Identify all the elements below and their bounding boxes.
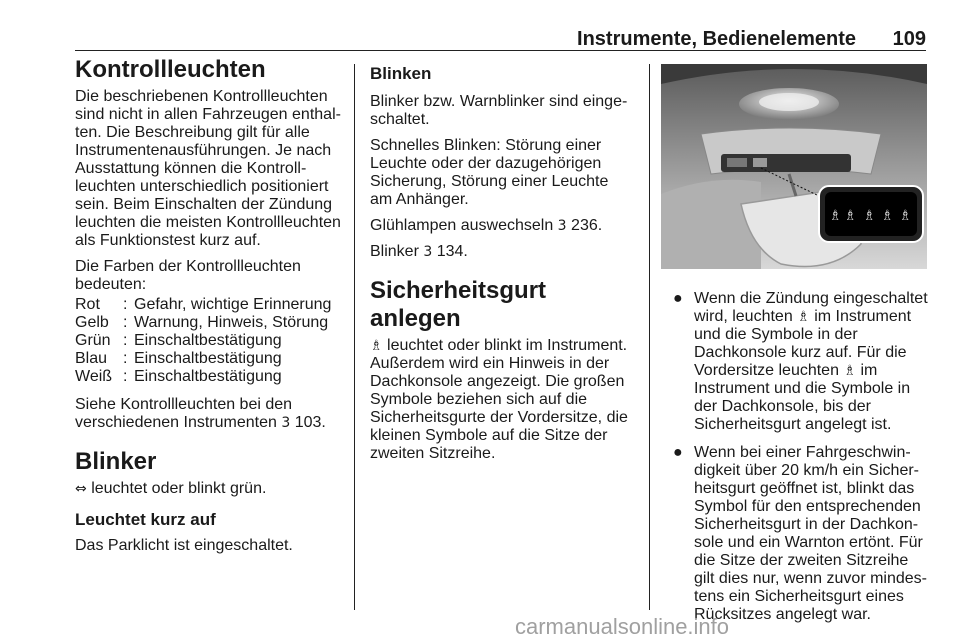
page-reference-icon: 3 — [423, 244, 433, 260]
bullet-icon: ● — [673, 290, 683, 307]
blinken-paragraph-4: Blinker 3 134. — [370, 243, 468, 260]
blinken-paragraph-1: Blinker bzw. Warnblinker sind eingeschaltet. — [370, 93, 628, 128]
heading-blinker: Blinker — [75, 448, 157, 475]
seatbelt-icon: ♗ — [863, 208, 876, 224]
table-row: Blau : Einschaltbestätigung — [75, 350, 282, 367]
bullet-icon: ● — [673, 444, 683, 461]
blinker-paragraph: ⇔ leuchtet oder blinkt grün. — [75, 480, 267, 497]
column-right — [670, 290, 928, 634]
turn-signal-icon: ⇔ — [75, 481, 87, 497]
seatbelt-icon: ♗ — [843, 363, 856, 379]
watermark: carmanualsonline.info — [515, 614, 730, 639]
see-reference-paragraph: Siehe Kontrollleuchten bei den verschiedenen Instrumenten 3 103. — [75, 396, 326, 431]
gurt-paragraph: ♗ leuchtet oder blinkt im Instrument. Außerdem wird ein Hinweis in der Dachkonsole angezeigt. Die großen Symbole beziehen sich auf die Sicherheitsgurte der Vordersitze, die kleinen Symbole auf die Sitze der zweiten Sitzreihe. — [370, 337, 628, 462]
column-divider — [354, 64, 355, 610]
section-title: Instrumente, Bedienelemente — [577, 28, 856, 50]
overhead-console-photo — [661, 64, 927, 269]
blinken-paragraph-2: Schnelles Blinken: Störung einer Leuchte oder der dazugehörigen Sicherung, Störung einer Leuchte am Anhänger. — [370, 137, 609, 208]
bullet-list — [670, 290, 928, 624]
color-table — [75, 296, 331, 386]
table-row: Gelb : Warnung, Hinweis, Störung — [75, 314, 329, 331]
table-row: Weiß : Einschaltbestätigung — [75, 368, 282, 385]
page-header — [75, 28, 926, 51]
colors-intro: Die Farben der Kontrollleuchten bedeuten: — [75, 258, 301, 293]
page-reference-icon: 3 — [557, 218, 567, 234]
column-divider — [649, 64, 650, 610]
page-reference-icon: 3 — [281, 415, 291, 431]
list-item: ● Wenn bei einer Fahrgeschwindigkeit über 20 km/h ein Sicherheitsgurt geöffnet ist, blinkt das Symbol für den entsprechenden Sicherheitsgurt in der Dachkonsole und ein Warnton ertönt. Für die Sitze der zweiten Sitzreihe gilt dies nur, wenn zuvor mindestens ein Sicherheitsgurt eines Rücksitzes angelegt war. — [673, 444, 927, 623]
seatbelt-icon: ♗ — [899, 208, 912, 224]
page-number: 109 — [892, 28, 926, 50]
intro-paragraph: Die beschriebenen Kontrollleuchten sind nicht in allen Fahrzeugen enthalten. Die Beschreibung gilt für alle Instrumentenausführungen. Je nach Ausstattung können die Kontrollleuchten unterschiedlich positioniert sein. Beim Einschalten der Zündung leuchten die meisten Kontrollleuchten als Funktionstest kurz auf. — [75, 88, 341, 249]
seatbelt-icon: ♗ — [844, 208, 857, 224]
blinken-paragraph-3: Glühlampen auswechseln 3 236. — [370, 217, 603, 234]
column-left — [75, 56, 347, 563]
heading-sicherheitsgurt: Sicherheitsgurt anlegen — [370, 277, 547, 332]
heading-leuchtet-kurz-auf: Leuchtet kurz auf — [75, 510, 216, 529]
table-row: Grün : Einschaltbestätigung — [75, 332, 282, 349]
list-item: ● Wenn die Zündung eingeschaltet wird, leuchten ♗ im Instrument und die Symbole in der Dachkonsole kurz auf. Für die Vordersitze leuchten ♗ im Instrument und die Symbole in der Dachkonsole, bis der Sicherheitsgurt angelegt ist. — [673, 290, 928, 433]
seatbelt-icon: ♗ — [797, 309, 810, 325]
heading-kontrollleuchten: Kontrollleuchten — [75, 56, 266, 83]
seatbelt-icon: ♗ — [829, 208, 842, 224]
column-middle — [370, 64, 635, 471]
leuchtet-paragraph: Das Parklicht ist eingeschaltet. — [75, 537, 293, 554]
heading-blinken: Blinken — [370, 64, 432, 83]
seatbelt-icon: ♗ — [370, 338, 383, 354]
table-row: Rot : Gefahr, wichtige Erinnerung — [75, 296, 332, 313]
seatbelt-icon: ♗ — [881, 208, 894, 224]
